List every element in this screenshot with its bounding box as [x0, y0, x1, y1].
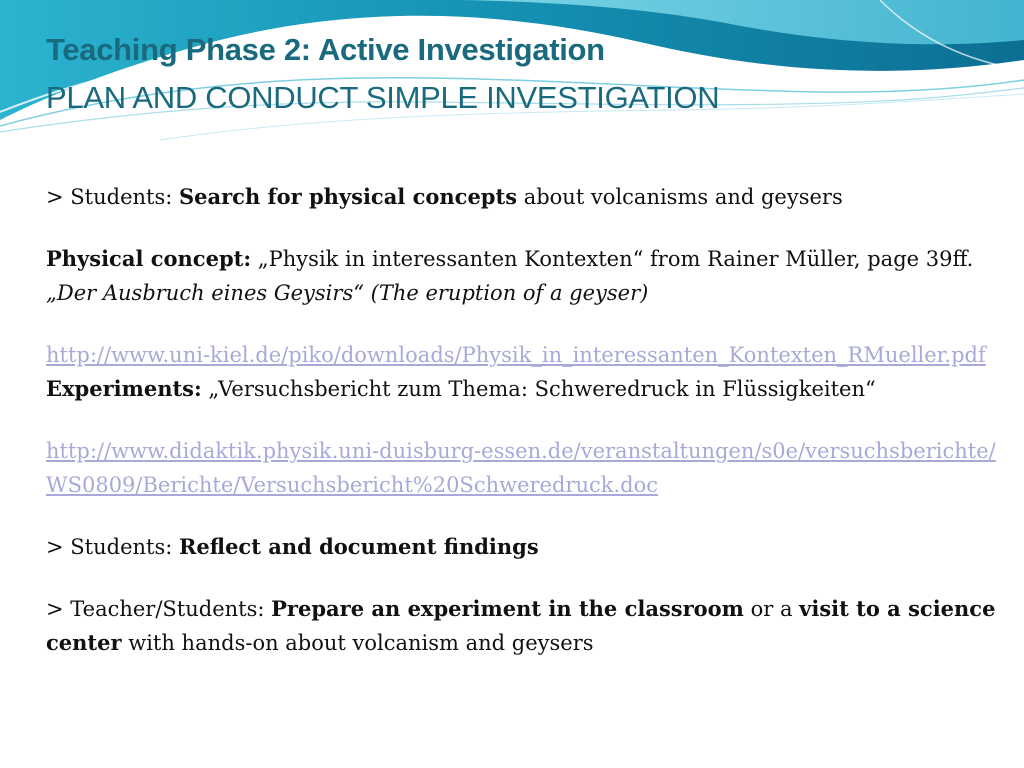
header-wave-decoration [0, 0, 1024, 150]
slide-title: Teaching Phase 2: Active Investigation [46, 32, 605, 67]
paragraph-physical-concept: Physical concept: „Physik in interessanten Kontexten“ from Rainer Müller, page 39ff. „Der Ausbruch eines Geysirs“ (The eruption of a geyser) [46, 246, 974, 305]
paragraph-duisburg-link [46, 434, 996, 502]
paragraph-teacher-students: > Teacher/Students: Prepare an experiment in the classroom or a visit to a science center with hands-on about volcanism and geysers [46, 596, 996, 655]
paragraph-experiments: Experiments: „Versuchsbericht zum Thema: Schweredruck in Flüssigkeiten“ [46, 376, 876, 401]
paragraph-piko-link [46, 338, 996, 372]
piko-pdf-link[interactable]: http://www.uni-kiel.de/piko/downloads/Physik_in_interessanten_Kontexten_RMueller.pdf [46, 343, 986, 367]
paragraph-students-reflect: > Students: Reflect and document findings [46, 534, 539, 559]
paragraph-students-search: > Students: Search for physical concepts about volcanisms and geysers [46, 184, 843, 209]
versuchsbericht-doc-link[interactable]: http://www.didaktik.physik.uni-duisburg-essen.de/veranstaltungen/s0e/versuchsberichte/WS0809/Berichte/Versuchsbericht%20Schweredruck.doc [46, 439, 996, 497]
slide-subtitle: PLAN AND CONDUCT SIMPLE INVESTIGATION [46, 80, 720, 115]
slide-body [46, 180, 996, 688]
